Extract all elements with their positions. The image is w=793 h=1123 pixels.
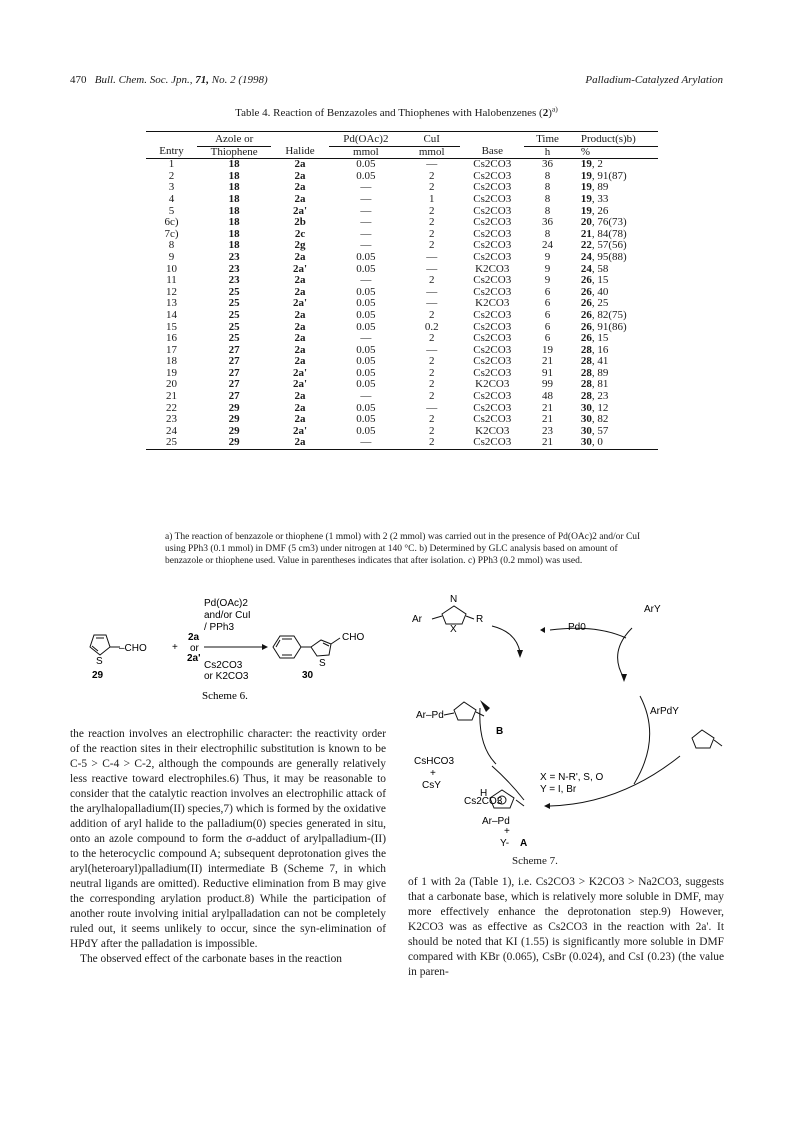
table-cell: 2 <box>428 274 435 287</box>
label-a: A <box>520 838 528 848</box>
label-b: B <box>496 726 504 737</box>
right-paragraph-1: of 1 with 2a (Table 1), i.e. Cs2CO3 > K2CO3 > Na2CO3, suggests that a carbonate base, which is relatively more soluble in DMF, may more effectively enhance the deprotonation step.9) However, K2CO3 was as effective as Cs2CO3 in the reaction with 2a'. It should be noted that KI (1.55) is significantly more soluble in DMF compared with KBr (0.065), CsBr (0.024), and CsI (0.23) (the value in paren- <box>408 876 724 978</box>
table-cell: 18 <box>228 192 240 205</box>
table-cell: 27 <box>228 366 240 379</box>
table-cell: 5 <box>168 204 175 217</box>
table-cell: Cs2CO3 <box>473 320 512 333</box>
journal-issue: No. 2 (1998) <box>211 74 268 86</box>
table-cell: Cs2CO3 <box>473 355 512 368</box>
table-cell: 2 <box>428 355 435 368</box>
table-cell: Cs2CO3 <box>473 413 512 426</box>
table-cell: 2a <box>294 413 306 426</box>
table-cell: 18 <box>228 216 240 229</box>
thiophene-left-structure <box>90 635 120 655</box>
header-cell <box>146 132 197 147</box>
product-cell: 30, 82 <box>580 413 609 426</box>
table-cell: 13 <box>165 297 177 310</box>
product-cell: 26, 25 <box>580 297 609 310</box>
x-definition: X = N-R', S, O <box>540 772 604 783</box>
product-cell: 19, 33 <box>580 192 609 205</box>
table-cell: 25 <box>228 297 240 310</box>
footnote-a: a) The reaction of benzazole or thiophene (1 mmol) with 2 (2 mmol) was carried out in the presence of Pd(OAc)2 and/or CuI using PPh3 (0.1 mmol) in DMF (5 cm3) under nitrogen at 140 °C. <box>165 532 641 554</box>
table-cell: 8 <box>544 169 551 182</box>
table-cell: 36 <box>541 216 553 229</box>
table-cell: 21 <box>541 401 553 414</box>
table-cell: 2 <box>428 308 435 321</box>
table-cell: 19 <box>541 343 553 356</box>
table-cell: 2c <box>294 227 306 240</box>
scheme-6 <box>70 588 400 708</box>
table-cell: 99 <box>541 378 553 391</box>
table-cell: 2a <box>294 285 306 298</box>
table-cell: 6 <box>544 320 551 333</box>
n-top: N <box>450 594 458 605</box>
table-cell: Cs2CO3 <box>473 285 512 298</box>
y-definition: Y = I, Br <box>540 784 577 795</box>
product-structure <box>273 636 340 658</box>
scheme-7 <box>400 588 730 848</box>
journal-name: Bull. Chem. Soc. Jpn., <box>94 74 193 86</box>
table-cell: 2 <box>428 424 435 437</box>
table-cell: Cs2CO3 <box>473 332 512 345</box>
table-cell: Cs2CO3 <box>473 158 512 171</box>
table-cell: 29 <box>228 413 240 426</box>
compound-29: 29 <box>92 670 104 681</box>
x-top: X <box>450 624 457 635</box>
table-cell: 0.05 <box>356 355 376 368</box>
table-cell: Cs2CO3 <box>473 227 512 240</box>
reagent-pph3: / PPh3 <box>204 622 235 633</box>
table-cell: 0.05 <box>356 343 376 356</box>
table-cell: 6 <box>544 332 551 345</box>
table-cell: — <box>360 181 372 194</box>
table-cell: 2a <box>294 181 306 194</box>
table-cell: 11 <box>166 274 177 287</box>
table-cell: 2a <box>294 355 306 368</box>
table-cell: — <box>360 390 372 403</box>
table-cell: 2b <box>294 216 306 229</box>
base-k2co3: or K2CO3 <box>204 671 249 682</box>
left-paragraph-2: The observed effect of the carbonate bases in the reaction <box>80 953 342 965</box>
header-cell: Azole or <box>197 132 271 147</box>
table-cell: 23 <box>165 413 177 426</box>
ar-pd-b: Ar–Pd <box>416 710 444 721</box>
table-cell: Cs2CO3 <box>473 390 512 403</box>
running-header-left <box>70 74 268 86</box>
header-cell: CuI <box>403 132 460 147</box>
table-cell: 2 <box>428 390 435 403</box>
table-cell: 48 <box>541 390 553 403</box>
table-cell: 2a <box>294 343 306 356</box>
table-cell: 7c) <box>164 227 179 240</box>
header-cell: Product(s)b) <box>571 132 658 147</box>
scheme-7-label: Scheme 7. <box>512 855 558 867</box>
table-cell: 18 <box>165 355 177 368</box>
cshco3: CsHCO3 <box>414 756 455 767</box>
table-cell: 9 <box>544 250 551 263</box>
table-cell: 16 <box>165 332 177 345</box>
product-cell: 28, 23 <box>580 390 609 403</box>
header-cell: Thiophene <box>210 145 258 158</box>
table-cell: 18 <box>228 204 240 217</box>
table-cell: 22 <box>165 401 177 414</box>
table-cell: Cs2CO3 <box>473 216 512 229</box>
cho-left: –CHO <box>119 643 147 654</box>
table-cell: 2a' <box>292 204 308 217</box>
left-column <box>70 727 386 967</box>
table-cell: 27 <box>228 378 240 391</box>
table-cell: 29 <box>228 424 240 437</box>
table-cell: 8 <box>544 192 551 205</box>
table-cell: 14 <box>165 308 177 321</box>
compound-30: 30 <box>302 670 314 681</box>
table-cell: 8 <box>544 204 551 217</box>
table-cell: 2a <box>294 390 306 403</box>
or-text: or <box>190 643 199 654</box>
table-cell: 2 <box>428 378 435 391</box>
table-cell: 4 <box>168 192 175 205</box>
table-cell: — <box>360 227 372 240</box>
y-minus: Y- <box>500 838 510 848</box>
product-cell: 24, 58 <box>580 262 609 275</box>
product-cell: 19, 26 <box>580 204 609 217</box>
header-cell: mmol <box>418 145 445 158</box>
table-cell: 0.05 <box>356 413 376 426</box>
table-cell: — <box>360 192 372 205</box>
scheme-6-label: Scheme 6. <box>202 690 248 702</box>
table-cell: Cs2CO3 <box>473 436 512 449</box>
product-cell: 28, 41 <box>580 355 609 368</box>
plus-1: + <box>430 768 436 779</box>
product-cell: 19, 2 <box>580 158 603 171</box>
table-cell: — <box>426 343 438 356</box>
s-left: S <box>96 656 103 667</box>
table-cell: 19 <box>165 366 177 379</box>
header-cell: Entry <box>159 145 184 158</box>
ary: ArY <box>644 604 661 615</box>
cho-right: CHO <box>342 632 365 643</box>
table-cell: K2CO3 <box>475 424 510 437</box>
table-cell: Cs2CO3 <box>473 401 512 414</box>
table-cell: 2 <box>428 239 435 252</box>
journal-volume: 71, <box>195 74 210 86</box>
table-cell: Cs2CO3 <box>473 204 512 217</box>
table-cell: — <box>360 216 372 229</box>
table-cell: 2a <box>294 320 306 333</box>
table-cell: 9 <box>544 262 551 275</box>
table-cell: 27 <box>228 343 240 356</box>
table-cell: 2 <box>428 216 435 229</box>
h-label: H <box>480 788 488 799</box>
product-cell: 22, 57(56) <box>580 239 627 252</box>
arpdy: ArPdY <box>650 706 679 717</box>
table-cell: 25 <box>228 308 240 321</box>
product-cell: 19, 89 <box>580 181 609 194</box>
table-cell: 0.05 <box>356 320 376 333</box>
plus-sign: + <box>172 642 178 653</box>
table-cell: — <box>426 285 438 298</box>
table-cell: 2 <box>428 366 435 379</box>
table-cell: 2a <box>294 332 306 345</box>
table-cell: 18 <box>228 239 240 252</box>
table-cell: 2a <box>294 308 306 321</box>
table-cell: 9 <box>168 250 175 263</box>
table-cell: 2a <box>294 401 306 414</box>
table-cell: 8 <box>168 239 175 252</box>
csy: CsY <box>422 780 441 791</box>
table-cell: 25 <box>228 332 240 345</box>
header-cell: Pd(OAc)2 <box>329 132 403 147</box>
table-cell: 3 <box>168 181 175 194</box>
table-header-row-2 <box>146 146 658 159</box>
footnote-b: b) Determined by GLC analysis based on amount of benzazole or thiophene used. Value in parentheses indicates that after isolation. <box>165 544 618 566</box>
product-cell: 28, 89 <box>580 366 609 379</box>
table-cell: 21 <box>165 390 177 403</box>
table-cell: 0.05 <box>356 424 376 437</box>
table-cell: 2a' <box>292 262 308 275</box>
table-cell: — <box>426 250 438 263</box>
table-cell: 2a' <box>292 297 308 310</box>
table-cell: Cs2CO3 <box>473 274 512 287</box>
table-cell: 8 <box>544 227 551 240</box>
header-cell <box>460 132 524 147</box>
product-cell: 20, 76(73) <box>580 216 627 229</box>
table-cell: K2CO3 <box>475 378 510 391</box>
table-cell: 2a <box>294 436 306 449</box>
product-cell: 26, 40 <box>580 285 609 298</box>
table-cell: 36 <box>541 158 553 171</box>
table-cell: K2CO3 <box>475 297 510 310</box>
table-cell: — <box>360 239 372 252</box>
product-cell: 26, 82(75) <box>580 308 627 321</box>
table-cell: 0.2 <box>424 320 439 333</box>
base-cs2co3: Cs2CO3 <box>204 660 243 671</box>
left-paragraph-1: the reaction involves an electrophilic character: the reactivity order of the reaction sites in their electrophilic substitution is known to be C-5 > C-4 > C-2, although the compounds are generally relatively less reactive toward electrophiles.6) Thus, it may be reasonable to consider that the catalytic reaction involves an electrophilic attack of the arylhalopalladium(II) species,7) which is formed by the oxidative addition of aryl halide to the palladium(0) species generated in situ, onto an azole compound to form the σ-adduct of arylpalladium-(II) to the heterocyclic compound A; subsequent deprotonation gives the aryl(heteroaryl)palladium(II) intermediate B (Scheme 7, in which neutral ligands are omitted). Reductive elimination from B may give the corresponding arylation product.8) While the participation of another route involving initial arylpalladation can not be completely ruled out, it seems unlikely to occur, since the syn-elimination of HPdY after the palladation is impossible. <box>70 728 386 950</box>
table-cell: 0.05 <box>356 297 376 310</box>
table-cell: 0.05 <box>356 158 376 171</box>
table-cell: Cs2CO3 <box>473 250 512 263</box>
table-cell: 91 <box>541 366 553 379</box>
table-cell: 21 <box>541 413 553 426</box>
table-cell: 27 <box>228 390 240 403</box>
table-cell: 0.05 <box>356 262 376 275</box>
table-cell: — <box>360 436 372 449</box>
table-cell: 2 <box>168 169 175 182</box>
table-cell: 2a' <box>292 378 308 391</box>
table-cell: 2 <box>428 227 435 240</box>
product-cell: 26, 91(86) <box>580 320 627 333</box>
table-cell: 25 <box>228 285 240 298</box>
table-cell: — <box>360 332 372 345</box>
table-cell: 6 <box>544 285 551 298</box>
table-cell: 2 <box>428 436 435 449</box>
table-cell: 20 <box>165 378 177 391</box>
table-cell: 23 <box>228 250 240 263</box>
table-cell: Cs2CO3 <box>473 169 512 182</box>
header-cell: Halide <box>285 145 315 158</box>
table-cell: 0.05 <box>356 285 376 298</box>
table-cell: 2 <box>428 413 435 426</box>
header-cell: h <box>544 145 551 158</box>
table-cell: 21 <box>541 355 553 368</box>
table-cell: 18 <box>228 158 240 171</box>
table-cell: 6 <box>544 308 551 321</box>
table-cell: 23 <box>228 274 240 287</box>
table-cell: 0.05 <box>356 169 376 182</box>
table-cell: — <box>360 274 372 287</box>
right-column <box>408 875 724 980</box>
product-cell: 21, 84(78) <box>580 227 627 240</box>
table-cell: 2g <box>294 239 306 252</box>
table-cell: — <box>426 158 438 171</box>
table-cell: 23 <box>228 262 240 275</box>
plus-2: + <box>504 826 510 837</box>
table-cell: 8 <box>544 181 551 194</box>
table-cell: Cs2CO3 <box>473 343 512 356</box>
table-cell: 9 <box>544 274 551 287</box>
table-cell: 0.05 <box>356 366 376 379</box>
header-cell: % <box>580 145 591 158</box>
table-cell: 23 <box>541 424 553 437</box>
table-cell: Cs2CO3 <box>473 181 512 194</box>
reaction-arrowhead <box>262 644 268 650</box>
table-cell: 18 <box>228 169 240 182</box>
header-cell <box>271 132 328 147</box>
table-cell: 0.05 <box>356 378 376 391</box>
product-cell: 30, 12 <box>580 401 609 414</box>
table-cell: Cs2CO3 <box>473 366 512 379</box>
table-cell: 2 <box>428 181 435 194</box>
halide-2a-prime: 2a' <box>187 653 201 664</box>
table-cell: 0.05 <box>356 308 376 321</box>
cs2co3: Cs2CO3 <box>464 796 503 807</box>
table-cell: 1 <box>428 192 435 205</box>
product-cell: 30, 0 <box>580 436 603 449</box>
table-cell: 10 <box>165 262 177 275</box>
table-cell: 21 <box>541 436 553 449</box>
halide-2a: 2a <box>188 632 200 643</box>
table-cell: 2 <box>428 204 435 217</box>
azole-top-structure <box>442 606 466 624</box>
table-cell: 24 <box>541 239 553 252</box>
table-row <box>146 437 658 449</box>
table-cell: 12 <box>165 285 177 298</box>
table-header-row-1 <box>146 132 658 147</box>
table-cell: Cs2CO3 <box>473 308 512 321</box>
table-cell: 0.05 <box>356 401 376 414</box>
table-cell: 17 <box>165 343 177 356</box>
header-cell: Time <box>524 132 571 147</box>
table-cell: — <box>426 297 438 310</box>
table-cell: 24 <box>165 424 177 437</box>
product-cell: 19, 91(87) <box>580 169 627 182</box>
reagent-pdoac2: Pd(OAc)2 <box>204 598 248 609</box>
table-cell: 29 <box>228 436 240 449</box>
table-cell: — <box>360 204 372 217</box>
footnote-c: c) PPh3 (0.2 mmol) was used. <box>467 556 583 566</box>
product-cell: 28, 16 <box>580 343 609 356</box>
product-cell: 30, 57 <box>580 424 609 437</box>
table-cell: — <box>426 262 438 275</box>
ar-pd-a: Ar–Pd <box>482 816 510 827</box>
table-cell: 2a <box>294 192 306 205</box>
r-top: R <box>476 614 484 625</box>
table-cell: 2a <box>294 250 306 263</box>
table-cell: 2a <box>294 169 306 182</box>
table-cell: 25 <box>228 320 240 333</box>
table-footnote <box>165 531 643 567</box>
reagent-cui: and/or CuI <box>204 610 251 621</box>
header-cell: mmol <box>353 145 379 158</box>
table-cell: 2a' <box>292 366 308 379</box>
table-cell: Cs2CO3 <box>473 239 512 252</box>
table-cell: 2a <box>294 158 306 171</box>
page-number: 470 <box>70 74 87 86</box>
table-cell: 2a' <box>292 424 308 437</box>
s-right: S <box>319 658 326 669</box>
product-cell: 26, 15 <box>580 332 609 345</box>
table-cell: 18 <box>228 227 240 240</box>
table-cell: 2a <box>294 274 306 287</box>
table-cell: 25 <box>165 436 177 449</box>
table-cell: 2 <box>428 169 435 182</box>
table-cell: 18 <box>228 181 240 194</box>
pd0: Pd0 <box>568 622 586 633</box>
table-caption: Table 4. Reaction of Benzazoles and Thiophenes with Halobenzenes $(2)^{a)}$ <box>235 104 558 119</box>
table-cell: 1 <box>168 158 175 171</box>
product-cell: 26, 15 <box>580 274 609 287</box>
table-cell: 6c) <box>164 216 179 229</box>
table-cell: — <box>426 401 438 414</box>
table-cell: K2CO3 <box>475 262 510 275</box>
data-table <box>146 131 658 450</box>
running-title: Palladium-Catalyzed Arylation <box>585 74 723 86</box>
table-cell: 6 <box>544 297 551 310</box>
table-cell: Cs2CO3 <box>473 192 512 205</box>
ar-top: Ar <box>412 614 422 625</box>
product-cell: 28, 81 <box>580 378 609 391</box>
header-cell: Base <box>481 145 503 158</box>
table-cell: 29 <box>228 401 240 414</box>
table-cell: 27 <box>228 355 240 368</box>
table-cell: 0.05 <box>356 250 376 263</box>
product-cell: 24, 95(88) <box>580 250 627 263</box>
table-cell: 15 <box>165 320 177 333</box>
table-cell: 2 <box>428 332 435 345</box>
